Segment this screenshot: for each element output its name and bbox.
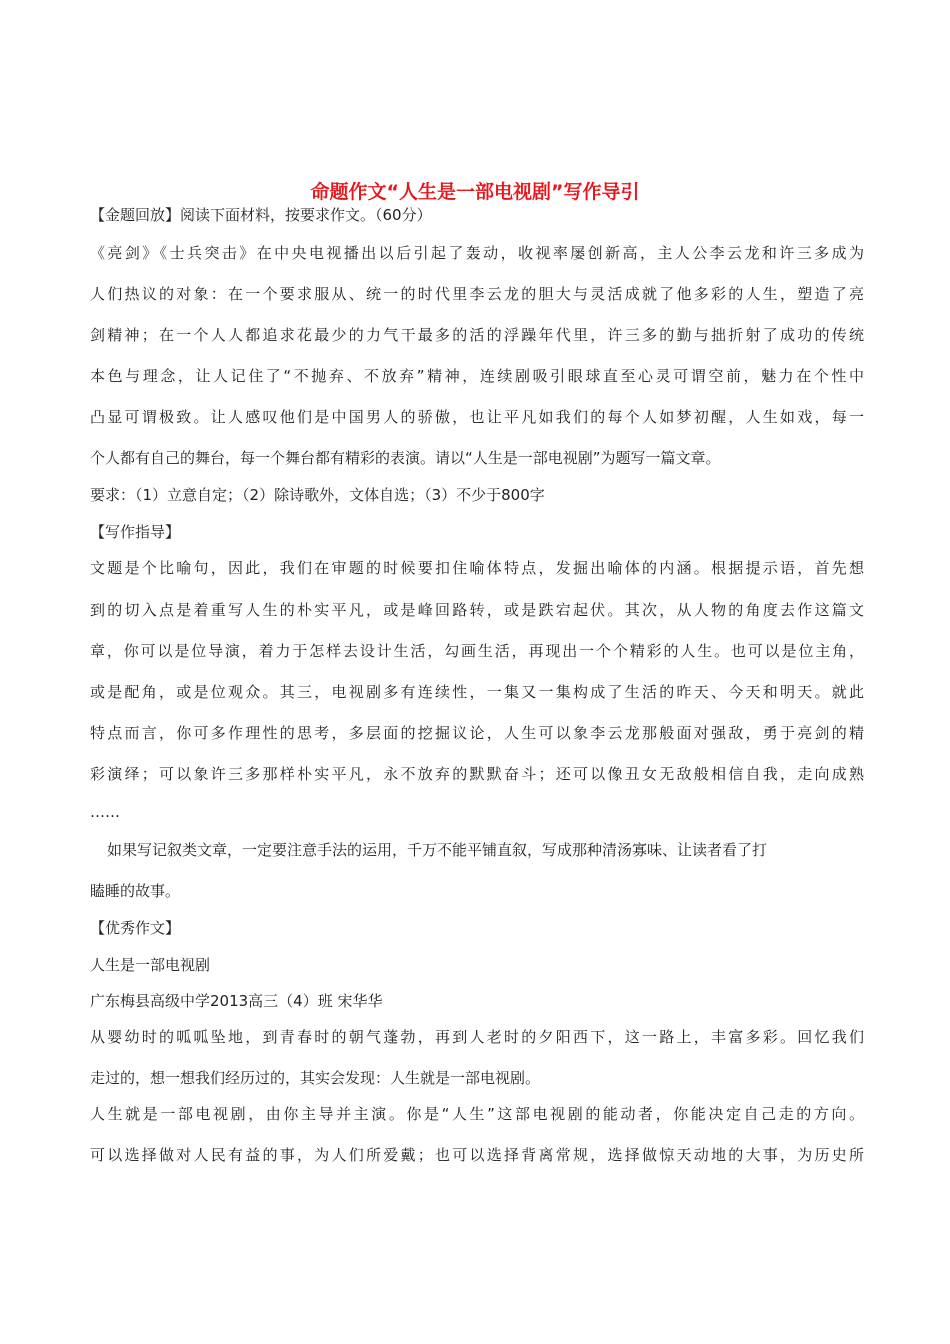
section-heading-guide: 【写作指导】 <box>90 523 181 541</box>
document-title: 命题作文“人生是一部电视剧”写作导引 <box>310 181 640 203</box>
essay-title: 人生是一部电视剧 <box>90 956 211 974</box>
essay-author: 广东梅县高级中学2013高三（4）班 宋华华 <box>90 992 383 1010</box>
requirements-line: 要求：（1）立意自定；（2）除诗歌外，文体自选；（3）不少于800字 <box>90 486 545 504</box>
text-line: 从婴幼时的呱呱坠地，到青春时的朝气蓬勃，再到人老时的夕阳西下，这一路上，丰富多彩。回忆我们 <box>90 1028 864 1046</box>
section-heading-essay: 【优秀作文】 <box>90 919 181 937</box>
text-line: 人生就是一部电视剧，由你主导并主演。你是“人生”这部电视剧的能动者，你能决定自己走的方向。 <box>90 1105 864 1123</box>
text-line: 瞌睡的故事。 <box>90 882 181 900</box>
text-line: 或是配角，或是位观众。其三，电视剧多有连续性，一集又一集构成了生活的昨天、今天和明天。就此 <box>90 683 864 701</box>
text-line: 剑精神；在一个人人都追求花最少的力气干最多的活的浮躁年代里，许三多的勤与拙折射了成功的传统 <box>90 326 864 344</box>
text-line: 特点而言，你可多作理性的思考，多层面的挖掘议论，人生可以象李云龙那般面对强敌，勇于亮剑的精 <box>90 724 864 742</box>
text-line: 章，你可以是位导演，着力于怎样去设计生活，勾画生活，再现出一个个精彩的人生。也可以是位主角， <box>90 642 864 660</box>
text-line: 个人都有自己的舞台，每一个舞台都有精彩的表演。请以“人生是一部电视剧”为题写一篇文章。 <box>90 449 721 467</box>
text-line: 文题是个比喻句，因此，我们在审题的时候要扣住喻体特点，发掘出喻体的内涵。根据提示语，首先想 <box>90 559 864 577</box>
text-line: 本色与理念，让人记住了“不抛弃、不放弃”精神，连续剧吸引眼球直至心灵可谓空前，魅力在个性中 <box>90 367 864 385</box>
text-line: 走过的，想一想我们经历过的，其实会发现：人生就是一部电视剧。 <box>90 1069 541 1087</box>
text-line: 如果写记叙类文章，一定要注意手法的运用，千万不能平铺直叙，写成那种清汤寡味、让读者看了打 <box>107 841 768 859</box>
text-line: 到的切入点是着重写人生的朴实平凡，或是峰回路转，或是跌宕起伏。其次，从人物的角度去作这篇文 <box>90 601 864 619</box>
text-line: 【金题回放】阅读下面材料，按要求作文。（60分） <box>90 206 432 224</box>
text-line: 《亮剑》《士兵突击》在中央电视播出以后引起了轰动，收视率屡创新高，主人公李云龙和许三多成为 <box>90 244 864 262</box>
text-line: 人们热议的对象：在一个要求服从、统一的时代里李云龙的胆大与灵活成就了他多彩的人生，塑造了亮 <box>90 285 864 303</box>
text-line: 可以选择做对人民有益的事，为人们所爱戴；也可以选择背离常规，选择做惊天动地的大事，为历史所 <box>90 1146 864 1164</box>
text-line: …… <box>90 803 120 821</box>
text-line: 彩演绎；可以象许三多那样朴实平凡，永不放弃的默默奋斗；还可以像丑女无敌般相信自我，走向成熟 <box>90 765 864 783</box>
text-line: 凸显可谓极致。让人感叹他们是中国男人的骄傲，也让平凡如我们的每个人如梦初醒，人生如戏，每一 <box>90 408 864 426</box>
